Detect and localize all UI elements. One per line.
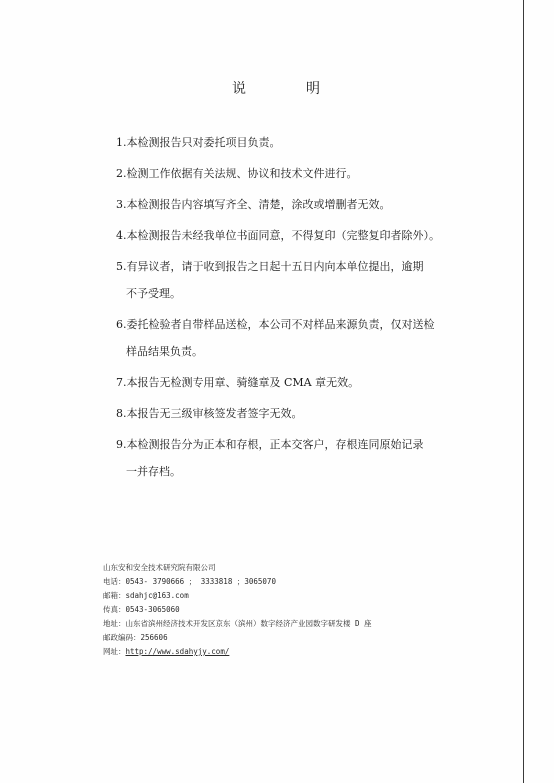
note-text: 检测工作依据有关法规、协议和技术文件进行。 bbox=[126, 167, 358, 180]
company-name: 山东安和安全技术研究院有限公司 bbox=[103, 563, 216, 572]
email-line: 邮箱：sdahjc@163.com bbox=[103, 591, 189, 600]
note-number: 2. bbox=[116, 167, 127, 180]
website-line bbox=[103, 645, 423, 659]
note-continuation: 不予受理。 bbox=[126, 287, 181, 300]
note-item bbox=[116, 167, 496, 181]
postcode-line: 邮政编码：256606 bbox=[103, 633, 168, 642]
contact-block bbox=[103, 561, 423, 659]
title-char-1: 说 bbox=[232, 81, 248, 97]
phone-line: 电话：0543- 3790666 ； 3333818 ；3065070 bbox=[103, 577, 276, 586]
website-label: 网址： bbox=[103, 647, 126, 656]
note-text: 本检测报告分为正本和存根，正本交客户，存根连同原始记录 bbox=[126, 438, 424, 451]
note-number: 7. bbox=[116, 376, 127, 389]
note-item bbox=[116, 229, 496, 243]
notes-list bbox=[116, 136, 496, 496]
note-item bbox=[116, 407, 496, 421]
website-link[interactable]: http://www.sdahyjy.com/ bbox=[125, 647, 230, 656]
title-char-2: 明 bbox=[306, 81, 322, 97]
note-continuation: 样品结果负责。 bbox=[126, 345, 203, 358]
note-text: 本检测报告内容填写齐全、清楚，涂改或增删者无效。 bbox=[126, 198, 391, 211]
note-text: 本报告无三级审核签发者签字无效。 bbox=[126, 407, 303, 420]
note-number: 5. bbox=[116, 260, 127, 273]
note-text: 本检测报告未经我单位书面同意，不得复印（完整复印者除外）。 bbox=[126, 229, 440, 242]
address-line: 地址：山东省滨州经济技术开发区京东（滨州）数字经济产业园数字研发楼 D 座 bbox=[103, 619, 372, 628]
page-title bbox=[0, 78, 554, 98]
note-number: 4. bbox=[116, 229, 127, 242]
note-number: 9. bbox=[116, 438, 127, 451]
note-item bbox=[116, 136, 496, 150]
note-text: 有异议者，请于收到报告之日起十五日内向本单位提出，逾期 bbox=[126, 260, 424, 273]
note-number: 8. bbox=[116, 407, 127, 420]
note-item bbox=[116, 198, 496, 212]
note-text: 本报告无检测专用章、骑缝章及 CMA 章无效。 bbox=[126, 376, 360, 389]
note-text: 本检测报告只对委托项目负责。 bbox=[126, 136, 281, 149]
fax-line: 传真：0543-3065060 bbox=[103, 605, 180, 614]
note-number: 6. bbox=[116, 318, 127, 331]
note-item bbox=[116, 260, 496, 301]
note-item bbox=[116, 376, 496, 390]
note-text: 委托检验者自带样品送检，本公司不对样品来源负责，仅对送检 bbox=[126, 318, 435, 331]
note-item bbox=[116, 318, 496, 359]
note-number: 1. bbox=[116, 136, 127, 149]
page-edge-rule bbox=[523, 0, 524, 783]
note-continuation: 一并存档。 bbox=[126, 465, 181, 478]
note-item bbox=[116, 438, 496, 479]
note-number: 3. bbox=[116, 198, 127, 211]
